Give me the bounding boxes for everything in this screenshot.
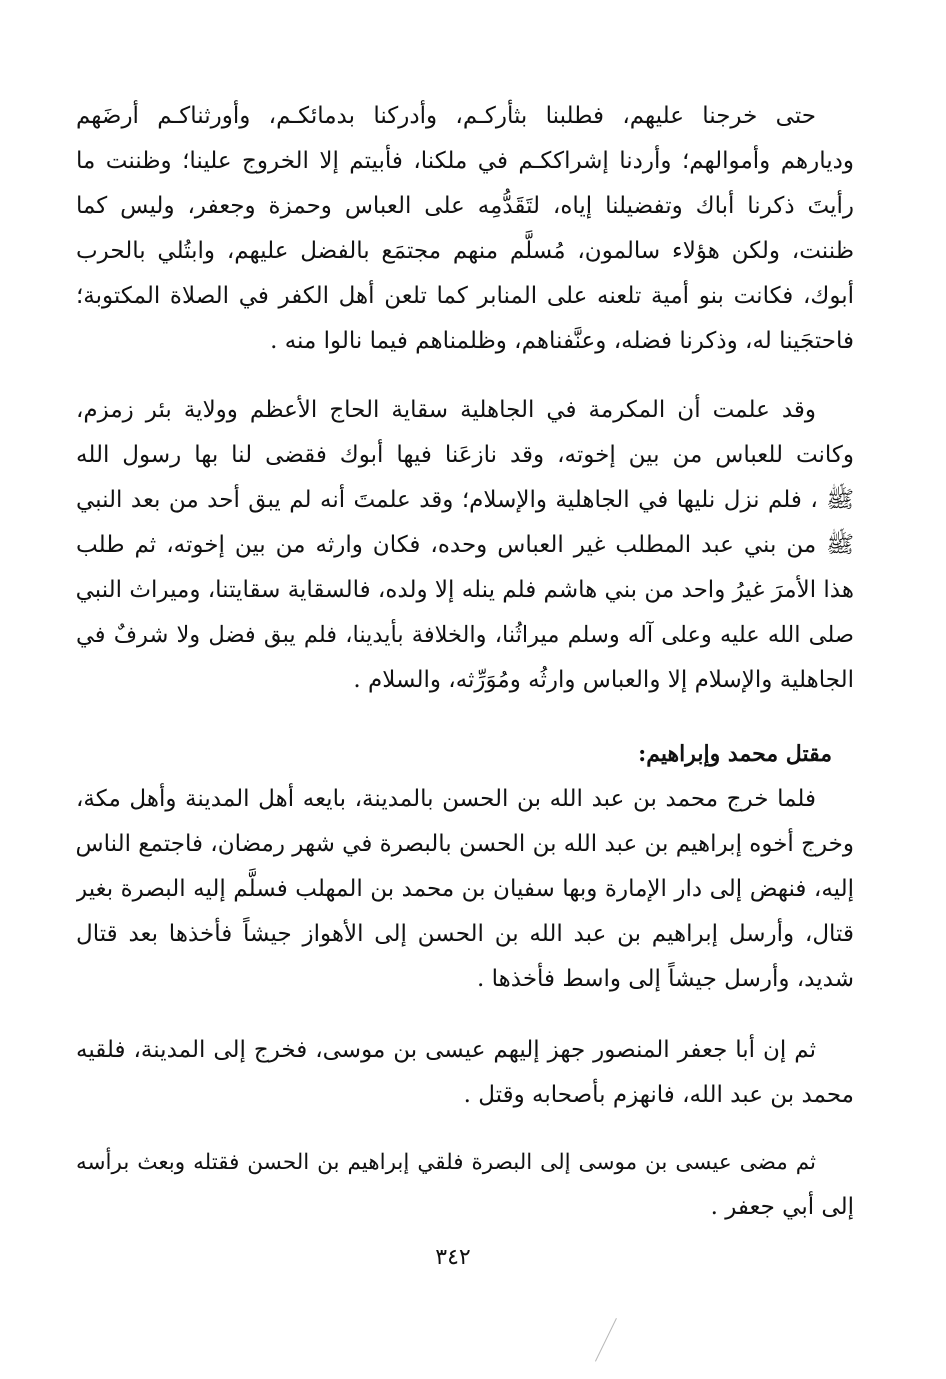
text-line: فاحتجَينا له، وذكرنا فضله، وعنَّفناهم، وظلمناهم فيما نالوا منه . (270, 328, 854, 354)
text-line: إليه، فنهض إلى دار الإمارة وبها سفيان بن محمد بن المهلب فسلَّم إليه البصرة بغير (76, 876, 854, 902)
text-line: أبوك، فكانت بنو أمية تلعنه على المنابر كما تلعن أهل الكفر في الصلاة المكتوبة؛ (76, 283, 854, 309)
text-line: وديارهم وأموالهم؛ وأردنا إشراككـم في ملكنا، فأبيتم إلا الخروج علينا؛ وظننت ما (76, 148, 854, 174)
text-line: شديد، وأرسل جيشاً إلى واسط فأخذها . (477, 966, 854, 992)
text-line: وقد علمت أن المكرمة في الجاهلية سقاية الحاج الأعظم وولاية بئر زمزم، (76, 397, 816, 423)
paragraph-sicaya-inheritance (76, 388, 854, 703)
paragraph-letter-continuation (76, 94, 854, 364)
text-line: حتى خرجنا عليهم، فطلبنا بثأركـم، وأدركنا بدمائكـم، وأورثناكـم أرضَهم (76, 103, 816, 129)
text-line: ﷺ ، فلم نزل نليها في الجاهلية والإسلام؛ وقد علمتَ أنه لم يبق أحد من بعد النبي (76, 487, 854, 513)
text-line: الجاهلية والإسلام إلا والعباس وارثُه ومُوَرِّثه، والسلام . (353, 667, 854, 693)
section-heading: مقتل محمد وإبراهيم: (638, 741, 832, 767)
paragraph-ibrahim-death (76, 1140, 854, 1230)
text-line: ثم إن أبا جعفر المنصور جهز إليهم عيسى بن موسى، فخرج إلى المدينة، فلقيه (76, 1037, 816, 1063)
text-line: وكانت للعباس من بين إخوته، وقد نازعَنا فيها أبوك فقضى لنا بها رسول الله (76, 442, 854, 468)
text-line: ثم مضى عيسى بن موسى إلى البصرة فلقي إبراهيم بن الحسن فقتله وبعث برأسه (76, 1150, 816, 1175)
paragraph-uprising (76, 777, 854, 1002)
text-line: محمد بن عبد الله، فانهزم بأصحابه وقتل . (463, 1082, 854, 1108)
text-line: إلى أبي جعفر . (710, 1194, 854, 1220)
scan-artifact-line (595, 1318, 617, 1362)
text-line: وخرج أخوه إبراهيم بن عبد الله بن الحسن بالبصرة في شهر رمضان، فاجتمع الناس (76, 831, 854, 857)
text-line: صلى الله عليه وعلى آله وسلم ميراثُنا، والخلافة بأيدينا، فلم يبق فضل ولا شرفٌ في (76, 622, 854, 648)
text-line: ﷺ من بني عبد المطلب غير العباس وحده، فكان وارثه من بين إخوته، ثم طلب (76, 532, 854, 558)
text-line: هذا الأمرَ غيرُ واحد من بني هاشم فلم ينله إلا ولده، فالسقاية سقايتنا، وميراث النبي (76, 577, 854, 603)
text-line: رأيتَ ذكرنا أباك وتفضيلنا إياه، لتَقَدُّمِه على العباس وحمزة وجعفر، وليس كما (76, 193, 854, 219)
text-line: قتال، وأرسل إبراهيم بن عبد الله بن الحسن إلى الأهواز جيشاً فأخذها بعد قتال (76, 921, 854, 947)
page-number: ٣٤٢ (435, 1245, 471, 1270)
text-line: ظننت، ولكن هؤلاء سالمون، مُسلَّم منهم مجتمَع بالفضل عليهم، وابتُلي بالحرب (76, 238, 854, 264)
text-line: فلما خرج محمد بن عبد الله بن الحسن بالمدينة، بايعه أهل المدينة وأهل مكة، (76, 786, 816, 812)
paragraph-mansur-army (76, 1028, 854, 1118)
